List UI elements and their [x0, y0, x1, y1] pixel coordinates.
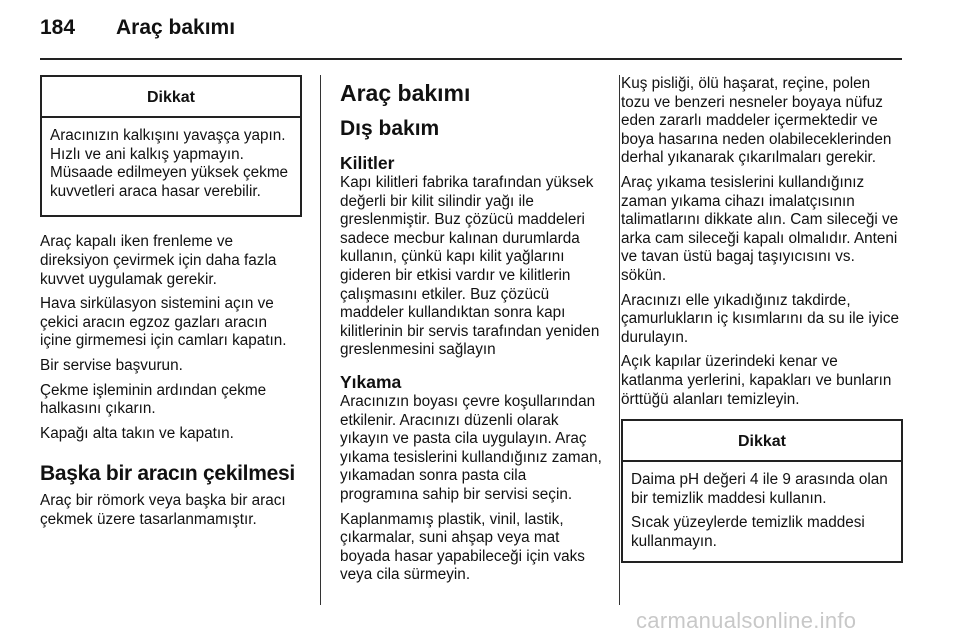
warning-box-title: Dikkat [42, 77, 300, 118]
page-number: 184 [40, 16, 76, 39]
caution-box-text: Daima pH değeri 4 ile 9 arasında olan bir temizlik maddesi kullanın. [631, 471, 888, 507]
paragraph: Çekme işleminin ardından çekme halkasını çıkarın. [40, 381, 267, 418]
subheading-washing: Yıkama [340, 371, 402, 392]
left-column [40, 75, 302, 536]
paragraph: Açık kapılar üzerindeki kenar ve katlanma yerlerini, kapakları ve bunların örttüğü alanları temizleyin. [621, 353, 892, 408]
paragraph: Aracınızın boyası çevre koşullarından etkilenir. Aracınızı düzenli olarak yıkayın ve pasta cila uygulayın. Araç yıkama tesislerini kullandığınız zaman, yıkamadan sonra pasta cila programına sahip bir servisi seçin. [340, 392, 602, 503]
section-heading-exterior: Dış bakım [340, 117, 440, 140]
paragraph: Bir servise başvurun. [40, 356, 183, 374]
warning-box [40, 75, 302, 217]
paragraph: Kuş pisliği, ölü haşarat, reçine, polen tozu ve benzeri nesneler boyaya nüfuz eden zararlı maddeler içermektedir ve boya hasarına neden olabileceklerinden derhal yıkanarak çıkarılmaları gerekir. [621, 75, 892, 167]
column-divider-2 [619, 75, 620, 605]
column-divider-1 [320, 75, 321, 605]
page-header [40, 16, 235, 46]
paragraph: Hava sirkülasyon sistemini açın ve çekici aracın egzoz gazları aracın içine girmemesi için camları kapatın. [40, 295, 287, 350]
paragraph: Kapı kilitleri fabrika tarafından yüksek değerli bir kilit silindir yağı ile greslenmiştir. Buz çözücü maddeleri sadece mecbur kalınan durumlarda kullanın, çünkü kapı kilit yağlarını gideren bir etkisi vardır ve kilitlerin çalışmasını etkiler. Buz çözücü maddeler kullandıktan sonra kapı kilitlerinin bir servis tarafından yeniden greslenmesini sağlayın [340, 174, 600, 359]
section-heading-towing: Başka bir aracın çekilmesi [40, 462, 295, 486]
warning-box-text: Aracınızın kalkışını yavaşça yapın. Hızlı ve ani kalkış yapmayın. Müsaade edilmeyen yüksek çekme kuvvetleri araca hasar verebilir. [50, 127, 289, 200]
watermark: carmanualsonline.info [636, 608, 857, 633]
subheading-locks: Kilitler [340, 153, 395, 173]
paragraph: Kapağı alta takın ve kapatın. [40, 424, 234, 442]
right-column [621, 75, 903, 579]
caution-box-title: Dikkat [623, 421, 901, 462]
running-title: Araç bakımı [116, 16, 236, 39]
paragraph: Aracınızı elle yıkadığınız takdirde, çamurlukların iç kısımlarını da su ile iyice durulayın. [621, 291, 899, 346]
caution-box [621, 419, 903, 563]
caution-box-text: Sıcak yüzeylerde temizlik maddesi kullanmayın. [631, 514, 865, 550]
header-divider [40, 58, 902, 60]
chapter-heading: Araç bakımı [340, 80, 471, 106]
paragraph: Araç yıkama tesislerini kullandığınız zaman yıkama cihazı imalatçısının talimatlarını dikkate alın. Cam sileceği ve arka cam sileceği kapalı olmalıdır. Anteni ve tavan üstü bagaj taşıyıcısını vs. sökün. [621, 173, 899, 284]
paragraph: Kaplanmamış plastik, vinil, lastik, çıkarmalar, suni ahşap veya mat boyada hasar yapabileceği için vaks veya cila sürmeyin. [340, 510, 585, 584]
paragraph: Araç bir römork veya başka bir aracı çekmek üzere tasarlanmamıştır. [40, 492, 286, 528]
paragraph: Araç kapalı iken frenleme ve direksiyon çevirmek için daha fazla kuvvet uygulamak gerekir. [40, 233, 277, 288]
middle-column [340, 75, 608, 591]
